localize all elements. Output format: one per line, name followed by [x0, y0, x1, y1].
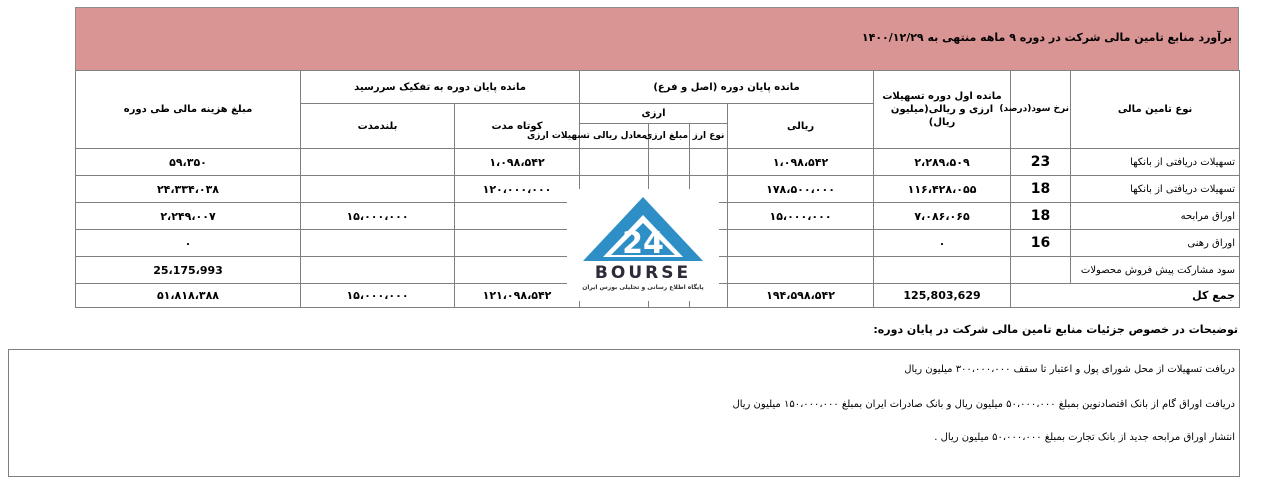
note-line: انتشار اوراق مرابحه جدید از بانک تجارت بمبلغ ۵۰،۰۰۰،۰۰۰ میلیون ریال .	[934, 432, 1235, 443]
logo-tagline: پایگاه اطلاع رسانی و تحلیلی بورس ایران	[582, 284, 704, 291]
row-rate: 23	[1011, 149, 1071, 176]
total-opening: 125,803,629	[874, 284, 1011, 308]
row-cost: ۲،۲۴۹،۰۰۷	[76, 203, 301, 230]
logo-word: BOURSE	[594, 263, 692, 283]
header-fx-type: نوع ارز	[690, 124, 728, 149]
row-opening: ۲،۲۸۹،۵۰۹	[874, 149, 1011, 176]
row-type: تسهیلات دریافتی از بانکها	[1071, 176, 1240, 203]
row-long-term	[301, 176, 455, 203]
bourse24-logo	[567, 189, 719, 301]
row-rate: 18	[1011, 176, 1071, 203]
row-opening: ۱۱۶،۴۲۸،۰۵۵	[874, 176, 1011, 203]
row-rial	[728, 230, 874, 257]
row-cost: ۵۹،۳۵۰	[76, 149, 301, 176]
header-long-term: بلندمدت	[301, 104, 455, 149]
row-short-term: ۱۲۰،۰۰۰،۰۰۰	[455, 176, 580, 203]
header-rate: نرخ سود(درصد)	[1011, 71, 1071, 149]
row-long-term: ۱۵،۰۰۰،۰۰۰	[301, 203, 455, 230]
title-band	[75, 7, 1239, 71]
row-rate	[1011, 257, 1071, 284]
row-long-term	[301, 257, 455, 284]
total-rial: ۱۹۴،۵۹۸،۵۴۲	[728, 284, 874, 308]
row-rate: 18	[1011, 203, 1071, 230]
notes-heading: توضیحات در خصوص جزئیات منابع تامین مالی شرکت در پایان دوره:	[873, 323, 1238, 336]
note-line: دریافت اوراق گام از بانک اقتصادنوین بمبلغ ۵۰،۰۰۰،۰۰۰ میلیون ریال و بانک صادرات ایران بمبلغ ۱۵۰،۰۰۰،۰۰۰ میلیون ریال	[732, 399, 1235, 410]
logo-number: 24	[622, 226, 664, 261]
row-type: اوراق مرابحه	[1071, 203, 1240, 230]
row-cost: ۰	[76, 230, 301, 257]
row-rial: ۱،۰۹۸،۵۴۲	[728, 149, 874, 176]
header-short-term: کوتاه مدت	[455, 104, 580, 149]
header-fx-rial-equiv: معادل ریالی تسهیلات ارزی	[580, 124, 649, 149]
row-type: تسهیلات دریافتی از بانکها	[1071, 149, 1240, 176]
row-opening: ۷،۰۸۶،۰۶۵	[874, 203, 1011, 230]
row-opening	[874, 257, 1011, 284]
notes-box	[8, 349, 1240, 477]
header-maturity-text: مانده پایان دوره به تفکیک سررسید	[354, 81, 526, 93]
note-line: دریافت تسهیلات از محل شورای پول و اعتبار تا سقف ۳۰۰،۰۰۰،۰۰۰ میلیون ریال	[904, 364, 1235, 375]
header-maturity	[301, 71, 580, 104]
table-row	[76, 149, 1240, 176]
row-type: اوراق رهنی	[1071, 230, 1240, 257]
header-closing: مانده پایان دوره (اصل و فرع)	[580, 71, 874, 104]
row-fx-rial-equiv	[580, 149, 649, 176]
row-cost: ۲۴،۳۳۴،۰۳۸	[76, 176, 301, 203]
total-short-term: ۱۲۱،۰۹۸،۵۴۲	[455, 284, 580, 308]
row-opening: ۰	[874, 230, 1011, 257]
row-rate: 16	[1011, 230, 1071, 257]
row-short-term: ۱،۰۹۸،۵۴۲	[455, 149, 580, 176]
row-short-term	[455, 257, 580, 284]
row-long-term	[301, 149, 455, 176]
total-cost: ۵۱،۸۱۸،۳۸۸	[76, 284, 301, 308]
row-cost: 25،175،993	[76, 257, 301, 284]
header-cost	[76, 71, 301, 149]
row-long-term	[301, 230, 455, 257]
row-short-term	[455, 230, 580, 257]
logo-triangle-icon	[579, 193, 707, 265]
header-opening-text: مانده اول دوره تسهیلات ارزی و ریالی(میلیون ریال)	[882, 91, 1002, 128]
row-fx-type	[690, 149, 728, 176]
report-title: برآورد منابع تامین مالی شرکت در دوره ۹ ماهه منتهی به ۱۴۰۰/۱۲/۲۹	[861, 31, 1232, 44]
header-cost-text: مبلغ هزینه مالی طی دوره	[123, 104, 253, 115]
header-fx-amount: مبلغ ارزی	[649, 124, 690, 149]
row-rial: ۱۷۸،۵۰۰،۰۰۰	[728, 176, 874, 203]
header-type: نوع تامین مالی	[1071, 71, 1240, 149]
row-rial	[728, 257, 874, 284]
total-label: جمع کل	[1011, 284, 1240, 308]
row-type: سود مشارکت پیش فروش محصولات	[1071, 257, 1240, 284]
header-opening	[874, 71, 1011, 149]
header-rial: ریالی	[728, 104, 874, 149]
row-rial: ۱۵،۰۰۰،۰۰۰	[728, 203, 874, 230]
total-long-term: ۱۵،۰۰۰،۰۰۰	[301, 284, 455, 308]
row-fx-amount	[649, 149, 690, 176]
row-short-term	[455, 203, 580, 230]
header-fx: ارزی	[580, 104, 728, 124]
